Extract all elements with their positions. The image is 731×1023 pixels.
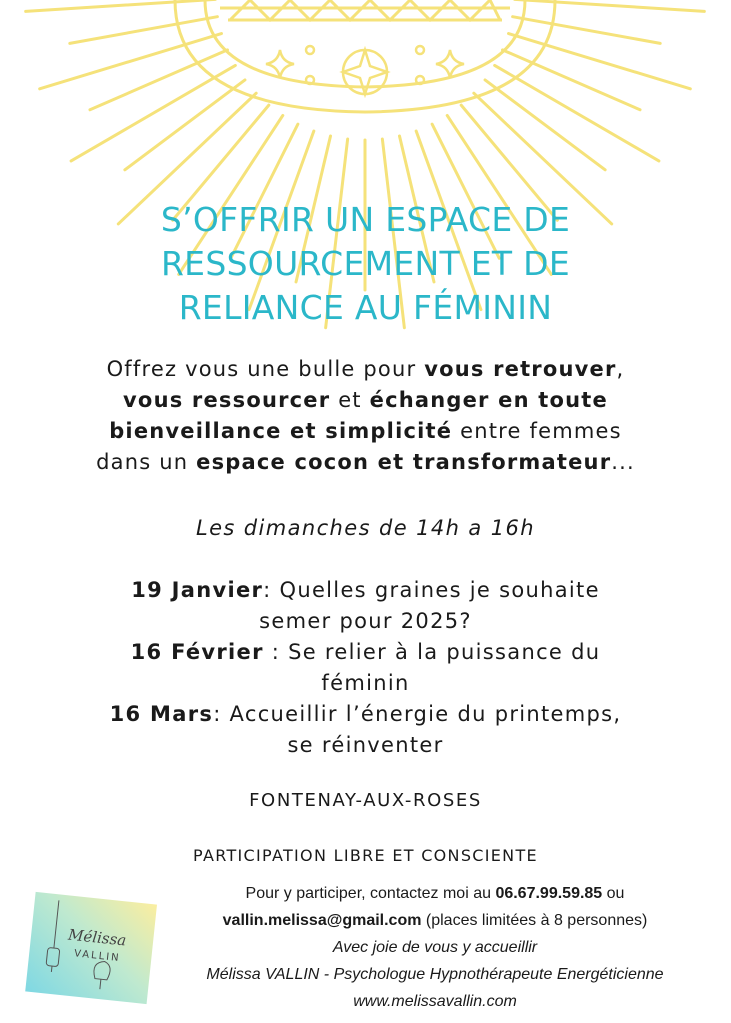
intro-text: entre femmes bbox=[452, 419, 622, 443]
date-item bbox=[60, 637, 671, 699]
contact-text: (places limitées à 8 personnes) bbox=[421, 912, 648, 929]
date-separator: : bbox=[213, 702, 230, 726]
title-line: RELIANCE AU FÉMININ bbox=[178, 288, 553, 327]
contact-text: ou bbox=[602, 885, 625, 902]
intro-bold: échanger en toute bbox=[369, 388, 608, 412]
contact-text: Pour y participer, contactez moi au bbox=[245, 885, 496, 902]
title-line: RESSOURCEMENT ET DE bbox=[160, 244, 571, 283]
date-topic: se réinventer bbox=[287, 733, 444, 757]
phone-number[interactable]: 06.67.99.59.85 bbox=[495, 885, 603, 902]
intro-paragraph bbox=[40, 354, 691, 478]
location-text: FONTENAY-AUX-ROSES bbox=[249, 790, 482, 811]
signature-text: Mélissa VALLIN - Psychologue Hypnothérapeute Energéticienne bbox=[206, 966, 664, 983]
sun-ray bbox=[26, 0, 216, 11]
date-item bbox=[60, 575, 671, 637]
intro-bold: vous retrouver bbox=[424, 357, 617, 381]
date-separator: : bbox=[263, 578, 280, 602]
logo-script-text: Mélissa bbox=[67, 925, 128, 950]
intro-text: et bbox=[330, 388, 370, 412]
date-label: 16 Mars bbox=[109, 702, 214, 726]
intro-text: dans un bbox=[96, 450, 197, 474]
date-topic: féminin bbox=[321, 671, 410, 695]
date-topic: semer pour 2025? bbox=[259, 609, 472, 633]
greeting-text: Avec joie de vous y accueillir bbox=[332, 939, 538, 956]
intro-text: ... bbox=[611, 450, 635, 474]
date-label: 16 Février bbox=[130, 640, 264, 664]
intro-bold: bienveillance et simplicité bbox=[109, 419, 453, 443]
contact-block bbox=[165, 880, 705, 1015]
website-link[interactable]: www.melissavallin.com bbox=[353, 993, 517, 1010]
date-separator: : bbox=[263, 640, 289, 664]
sun-ray bbox=[70, 17, 218, 44]
intro-bold: vous ressourcer bbox=[123, 388, 331, 412]
sun-ray bbox=[71, 65, 235, 161]
page-title bbox=[0, 198, 731, 330]
title-line: S’OFFRIR UN ESPACE DE bbox=[160, 200, 571, 239]
intro-text: , bbox=[616, 357, 625, 381]
intro-text: Offrez vous une bulle pour bbox=[106, 357, 425, 381]
date-topic: Quelles graines je souhaite bbox=[279, 578, 600, 602]
participation-text: PARTICIPATION LIBRE ET CONSCIENTE bbox=[193, 846, 538, 865]
sun-ray bbox=[503, 50, 641, 110]
date-topic: Se relier à la puissance du bbox=[288, 640, 601, 664]
sun-ray bbox=[90, 50, 228, 110]
email-link[interactable]: vallin.melissa@gmail.com bbox=[222, 912, 422, 929]
date-item bbox=[60, 699, 671, 761]
intro-bold: espace cocon et transformateur bbox=[196, 450, 612, 474]
logo-caps-text: VALLIN bbox=[73, 948, 122, 965]
sun-ray bbox=[495, 65, 659, 161]
sun-ray bbox=[515, 0, 705, 11]
sun-ray bbox=[513, 17, 661, 44]
dates-list bbox=[60, 575, 671, 761]
schedule-text: Les dimanches de 14h a 16h bbox=[195, 516, 536, 540]
date-label: 19 Janvier bbox=[131, 578, 264, 602]
date-topic: Accueillir l’énergie du printemps, bbox=[229, 702, 622, 726]
logo bbox=[20, 890, 162, 1008]
